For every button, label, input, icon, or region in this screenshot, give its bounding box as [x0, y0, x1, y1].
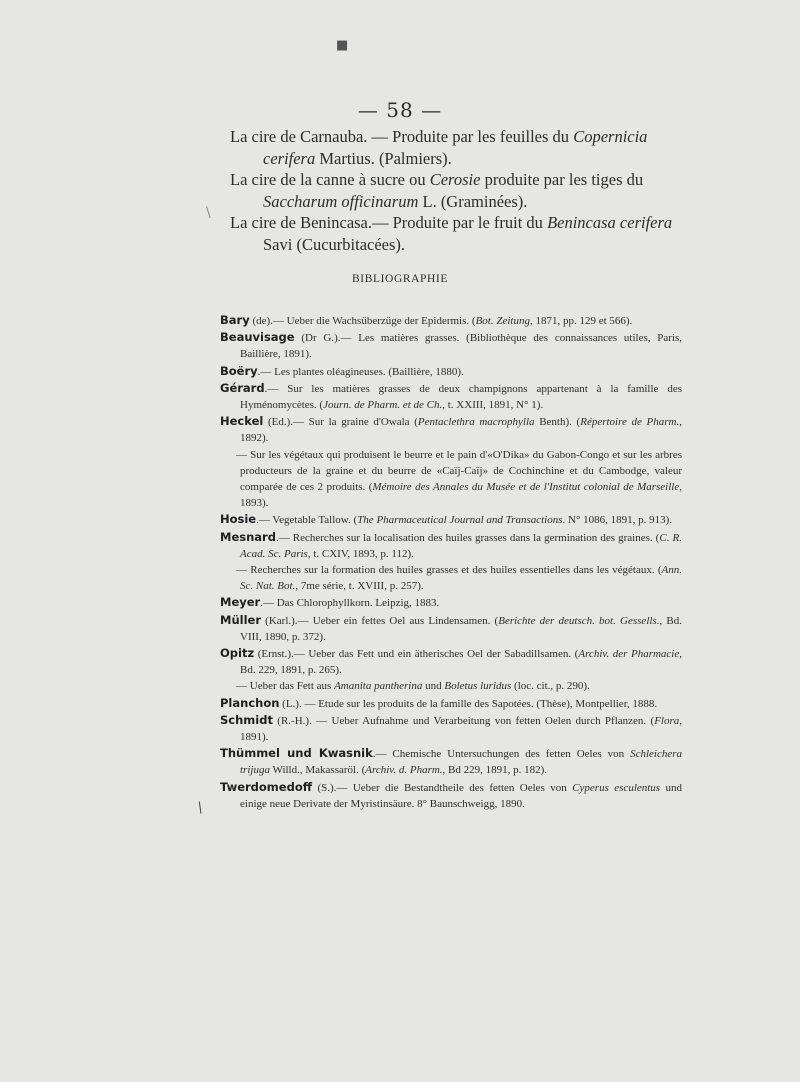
bib-entry-continued: — Sur les végétaux qui produisent le beurre et le pain d'«O'Dika» du Gabon-Congo et sur les arbres producteurs de la graine et du beurre de «Caïj-Caïj» de Cochinchine et du Cambodge, valeur comparée de ces 2 produits. (Mémoire des Annales du Musée et de l'Institut colonial de Marseille, 1893).: [236, 448, 682, 510]
ink-mark: ■: [336, 38, 349, 53]
bib-entry: Boëry.— Les plantes oléagineuses. (Baillière, 1880).: [220, 363, 464, 378]
page-number: — 58 —: [357, 98, 443, 122]
bib-entry: Beauvisage (Dr G.).— Les matières grasses. (Bibliothèque des connaissances utiles, Paris, Baillière, 1891).: [220, 330, 682, 361]
bib-entry: Planchon (L.). — Etude sur les produits de la famille des Sapotées. (Thèse), Montpellier, 1888.: [220, 695, 658, 710]
main-text: [230, 126, 682, 255]
bib-entry-continued: — Recherches sur la formation des huiles grasses et des huiles essentielles dans les végétaux. (Ann. Sc. Nat. Bot., 7me série, t. XVIII, p. 257).: [236, 564, 682, 593]
bib-entry: Opitz (Ernst.).— Ueber das Fett und ein ätherisches Oel der Sabadillsamen. (Archiv. der Pharmacie, Bd. 229, 1891, p. 265).: [220, 646, 682, 677]
bib-entry: Heckel (Ed.).— Sur la graine d'Owala (Pentaclethra macrophylla Benth). (Répertoire de Pharm., 1892).: [220, 414, 682, 445]
bib-entry: Gérard.— Sur les matières grasses de deux champignons appartenant à la famille des Hyménomycètes. (Journ. de Pharm. et de Ch., t. XXIII, 1891, N° 1).: [220, 380, 682, 412]
bib-entry: Müller (Karl.).— Ueber ein fettes Oel aus Lindensamen. (Berichte der deutsch. bot. Gessells., Bd. VIII, 1890, p. 372).: [220, 612, 682, 643]
margin-mark: \: [206, 205, 211, 221]
paragraph-carnauba: La cire de Carnauba. — Produite par les feuilles du Copernicia cerifera Martius. (Palmiers).: [230, 127, 648, 168]
bib-entry: Meyer.— Das Chlorophyllkorn. Leipzig, 1883.: [220, 595, 440, 610]
paragraph-benincasa: La cire de Benincasa.— Produite par le fruit du Benincasa cerifera Savi (Cucurbitacées).: [230, 213, 673, 254]
bib-entry: Mesnard.— Recherches sur la localisation des huiles grasses dans la germination des graines. (C. R. Acad. Sc. Paris, t. CXIV, 1893, p. 112).: [220, 529, 682, 560]
bib-entry: Schmidt (R.-H.). — Ueber Aufnahme und Verarbeitung von fetten Oelen durch Pflanzen. (Flora, 1891).: [220, 712, 682, 744]
margin-tick-mark: /: [194, 799, 206, 817]
bib-entry: Twerdomedoff (S.).— Ueber die Bestandtheile des fetten Oeles von Cyperus esculentus und einige neue Derivate der Myristinsäure. 8° Baunschweigg, 1890.: [220, 779, 683, 810]
bib-entry: Bary (de).— Ueber die Wachsüberzüge der Epidermis. (Bot. Zeitung, 1871, pp. 129 et 566).: [220, 313, 633, 327]
paragraph-cerosie: La cire de la canne à sucre ou Cerosie produite par les tiges du Saccharum officinarum L. (Graminées).: [230, 170, 644, 211]
bib-entry: Thümmel und Kwasnik.— Chemische Untersuchungen des fetten Oeles von Schleichera trijuga Willd., Makassaröl. (Archiv. d. Pharm., Bd 229, 1891, p. 182).: [220, 746, 682, 777]
bib-entry-continued: — Ueber das Fett aus Amanita pantherina und Boletus luridus (loc. cit., p. 290).: [236, 680, 590, 693]
bibliography-list: [220, 312, 682, 812]
bibliography-heading: BIBLIOGRAPHIE: [352, 273, 448, 285]
bib-entry: Hosie.— Vegetable Tallow. (The Pharmaceutical Journal and Transactions. N° 1086, 1891, p. 913).: [220, 512, 673, 527]
